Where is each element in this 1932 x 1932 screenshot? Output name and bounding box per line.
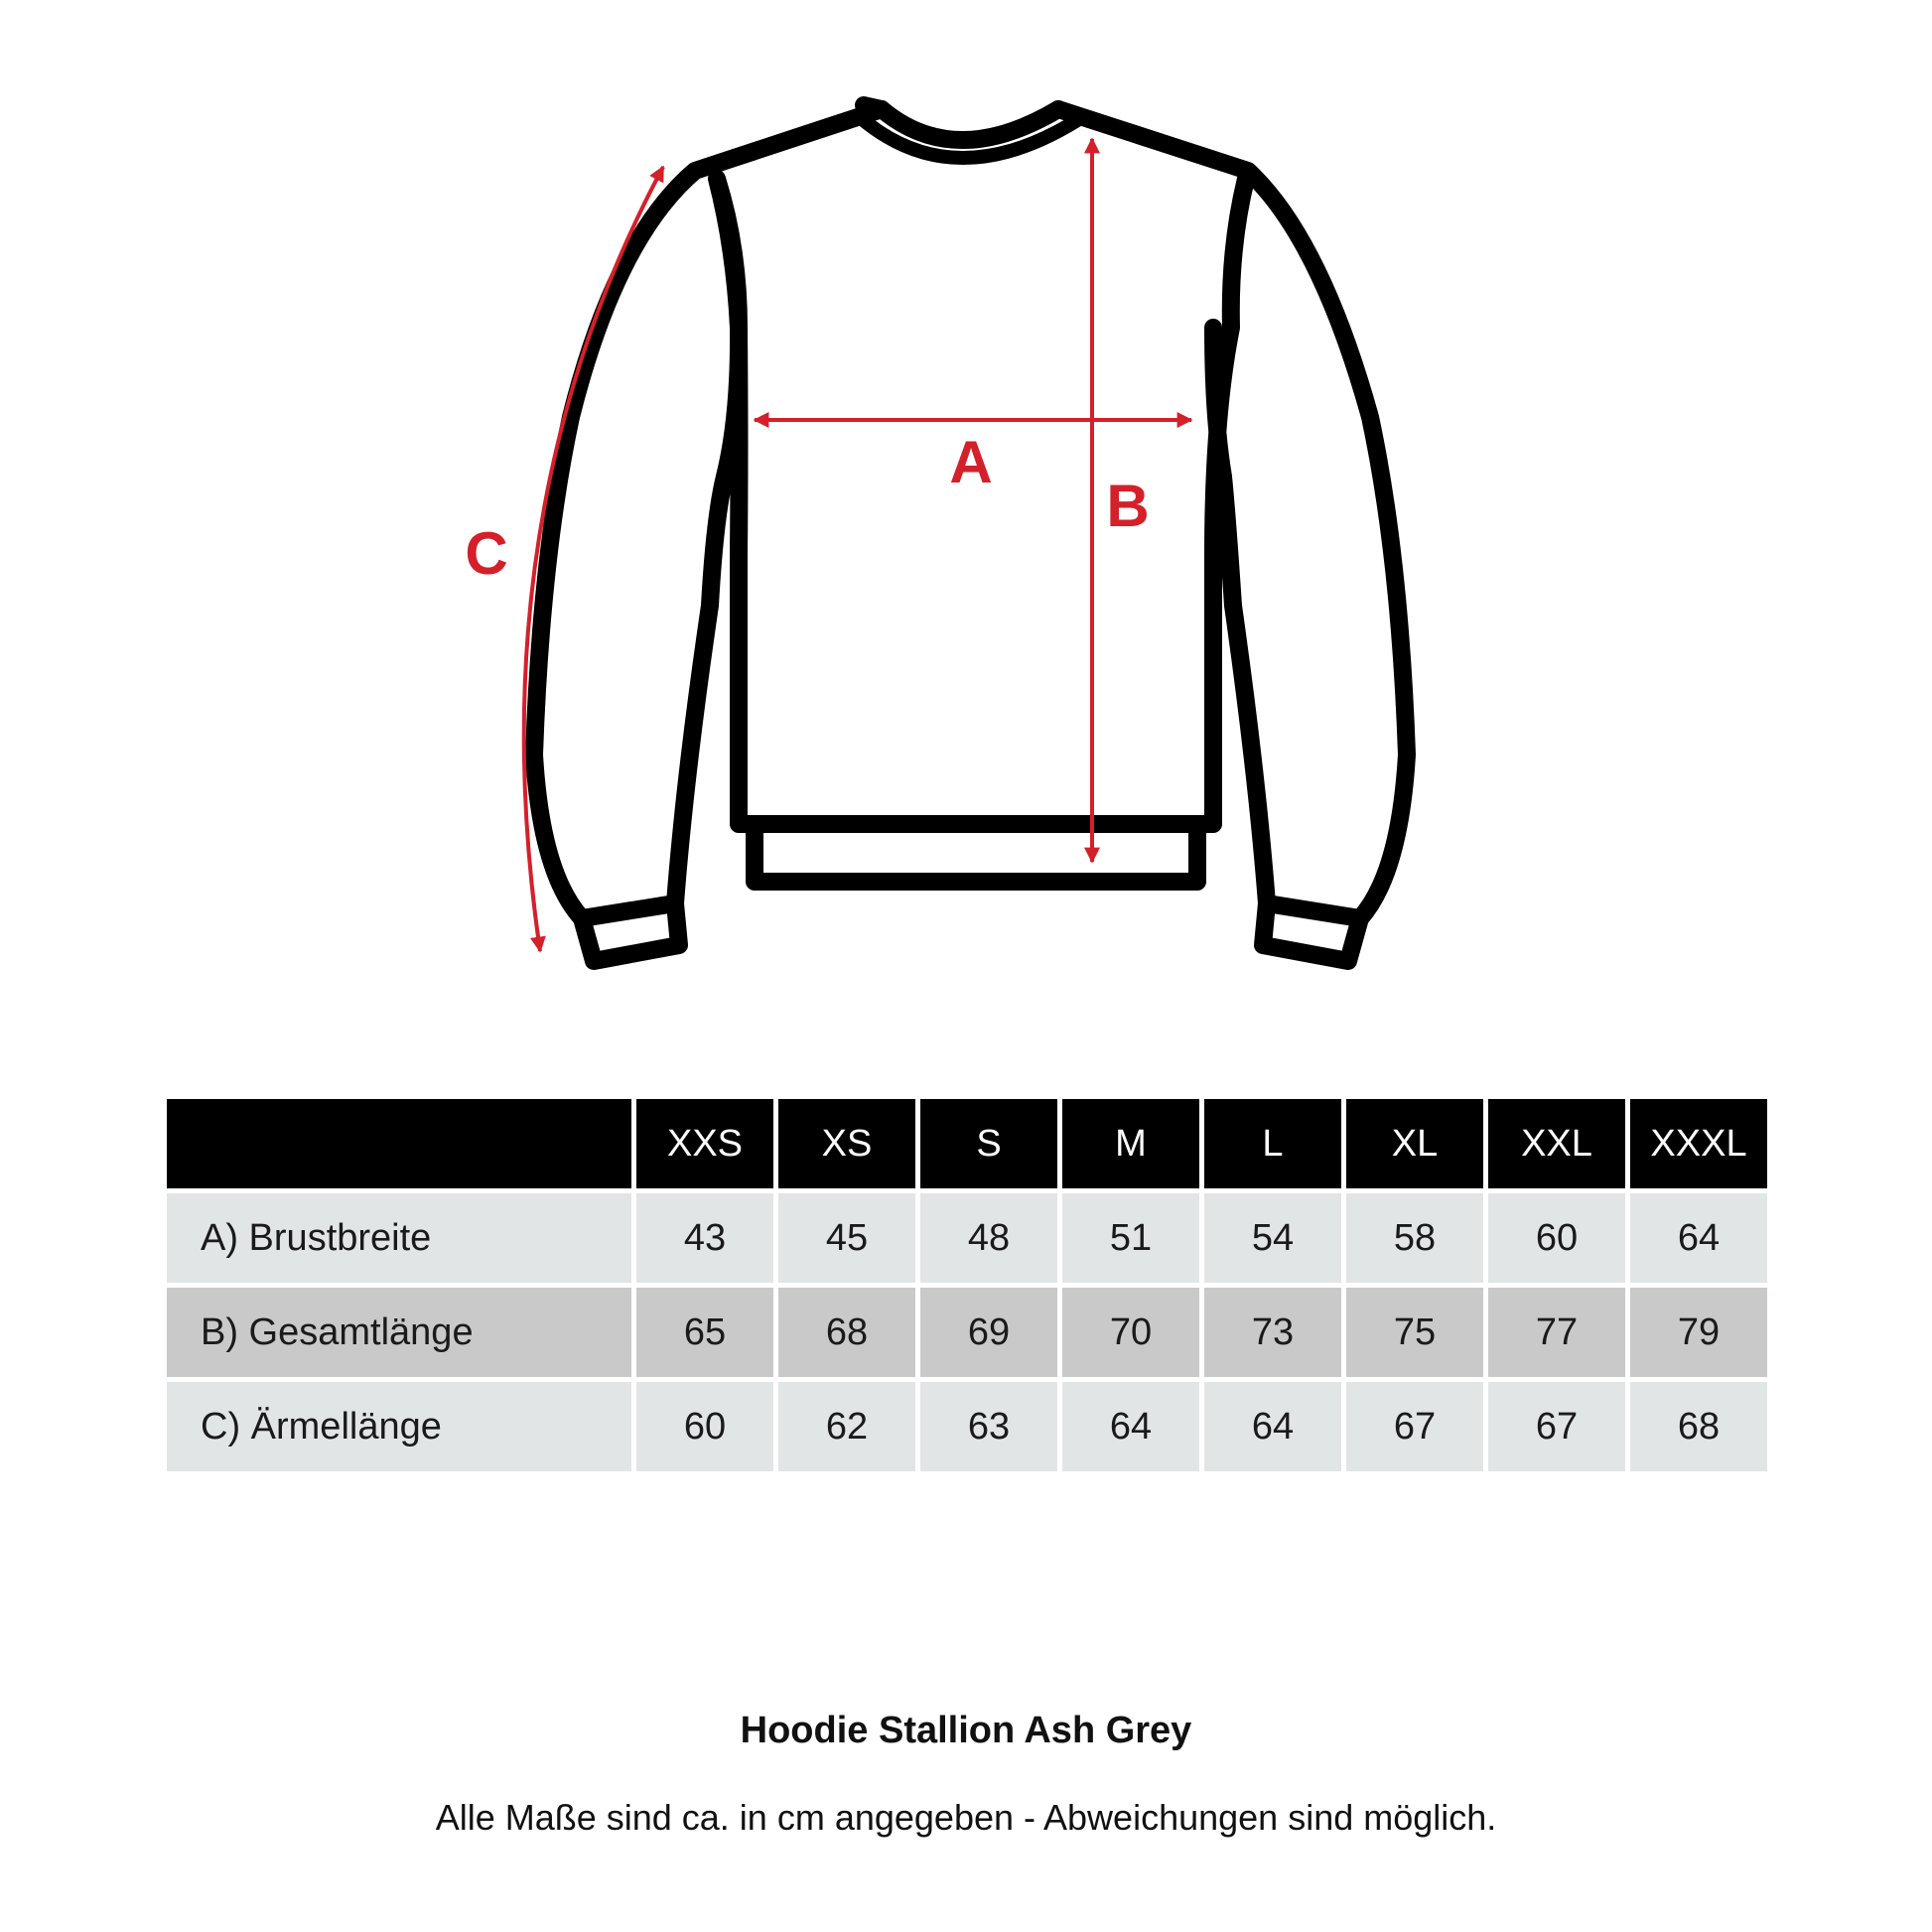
row-label: B) Gesamtlänge xyxy=(167,1288,631,1377)
row-label: A) Brustbreite xyxy=(167,1193,631,1283)
table-row xyxy=(167,1382,1767,1471)
row-label: C) Ärmellänge xyxy=(167,1382,631,1471)
table-cell: 79 xyxy=(1630,1288,1767,1377)
sweater-outline xyxy=(534,105,1407,961)
size-header: XS xyxy=(778,1099,915,1188)
table-cell: 64 xyxy=(1062,1382,1199,1471)
measurement-note: Alle Maße sind ca. in cm angegeben - Abweichungen sind möglich. xyxy=(435,1797,1497,1838)
table-cell: 54 xyxy=(1204,1193,1341,1283)
table-cell: 51 xyxy=(1062,1193,1199,1283)
table-cell: 67 xyxy=(1488,1382,1625,1471)
table-cell: 43 xyxy=(636,1193,773,1283)
size-header: XL xyxy=(1346,1099,1483,1188)
table-cell: 69 xyxy=(920,1288,1057,1377)
size-header: XXS xyxy=(636,1099,773,1188)
size-header: L xyxy=(1204,1099,1341,1188)
table-cell: 70 xyxy=(1062,1288,1199,1377)
table-cell: 65 xyxy=(636,1288,773,1377)
table-cell: 45 xyxy=(778,1193,915,1283)
size-header-row xyxy=(167,1099,1767,1188)
table-cell: 75 xyxy=(1346,1288,1483,1377)
label-a: A xyxy=(949,429,993,495)
table-cell: 68 xyxy=(778,1288,915,1377)
table-cell: 77 xyxy=(1488,1288,1625,1377)
size-header: XXL xyxy=(1488,1099,1625,1188)
table-cell: 58 xyxy=(1346,1193,1483,1283)
product-title: Hoodie Stallion Ash Grey xyxy=(740,1710,1192,1751)
table-cell: 63 xyxy=(920,1382,1057,1471)
table-cell: 64 xyxy=(1204,1382,1341,1471)
table-cell: 73 xyxy=(1204,1288,1341,1377)
size-header: S xyxy=(920,1099,1057,1188)
table-cell: 64 xyxy=(1630,1193,1767,1283)
table-cell: 62 xyxy=(778,1382,915,1471)
collar xyxy=(882,109,1058,140)
header-corner xyxy=(167,1099,631,1188)
size-table xyxy=(162,1094,1772,1476)
table-row xyxy=(167,1193,1767,1283)
left-shoulder-seam xyxy=(864,105,882,109)
label-c: C xyxy=(465,520,508,587)
size-header: M xyxy=(1062,1099,1199,1188)
table-cell: 48 xyxy=(920,1193,1057,1283)
table-cell: 60 xyxy=(1488,1193,1625,1283)
table-cell: 60 xyxy=(636,1382,773,1471)
label-b: B xyxy=(1106,473,1150,539)
size-header: XXXL xyxy=(1630,1099,1767,1188)
table-row xyxy=(167,1288,1767,1377)
table-cell: 67 xyxy=(1346,1382,1483,1471)
table-cell: 68 xyxy=(1630,1382,1767,1471)
body-outline xyxy=(534,109,1407,918)
